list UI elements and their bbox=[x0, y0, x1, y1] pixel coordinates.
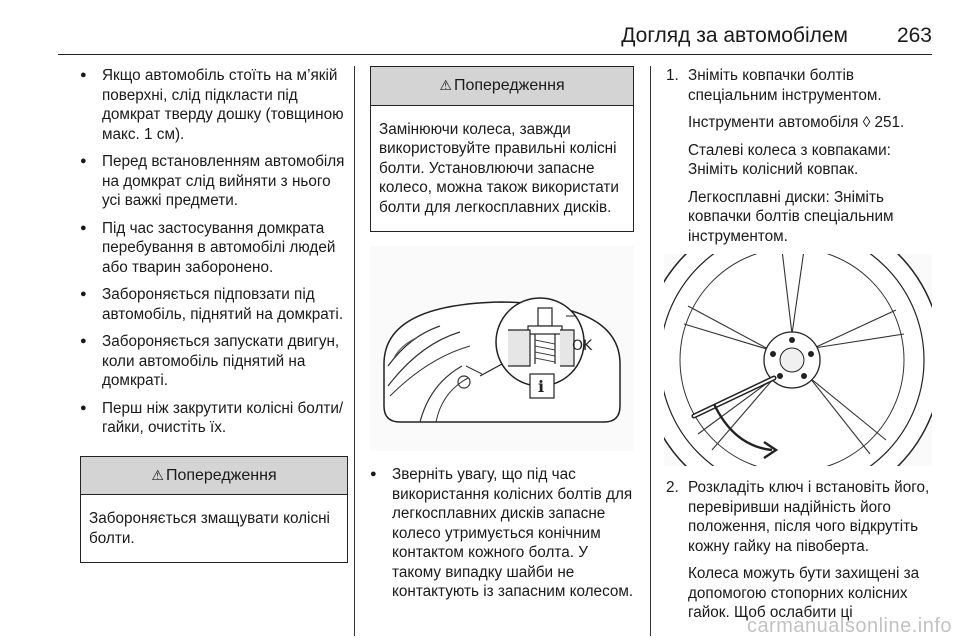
warning-header bbox=[371, 67, 633, 106]
list-item: ● Зверніть увагу, що під час використання колісних болтів для легкосплавних дисків запасне колесо утримується конічним контактом кожного болта. У такому випадку шайби не контактують із запасним колесом. bbox=[370, 465, 634, 602]
warning-title: Попередження bbox=[165, 466, 277, 484]
column-middle bbox=[370, 66, 634, 610]
ok-label: OK bbox=[572, 338, 593, 354]
warning-text: Забороняється змащувати колісні болти. bbox=[89, 510, 330, 547]
step-paragraph: Інструменти автомобіля ◊ 251. bbox=[688, 114, 905, 131]
step-text: Зніміть ковпачки болтів спеціальним інструментом. bbox=[688, 67, 882, 104]
page-number: 263 bbox=[896, 24, 932, 47]
wheel-change-steps bbox=[666, 66, 930, 105]
column-divider bbox=[650, 66, 651, 636]
warning-triangle-icon: ⚠ bbox=[439, 77, 452, 93]
watermark: carmanualsonline.info bbox=[746, 615, 952, 637]
step-number: 1. bbox=[666, 67, 679, 84]
alloy-wheel-illustration bbox=[664, 254, 932, 466]
list-item: ● Забороняється підповзати під автомобіль, піднятий на домкраті. bbox=[80, 285, 348, 324]
info-symbol: i bbox=[538, 377, 545, 396]
warning-text: Замінюючи колеса, завжди використовуйте правильні колісні болти. Установлюючи запасне колесо, можна також використати болти для легкосплавних дисків. bbox=[379, 120, 619, 216]
step-paragraph: Легкосплавні диски: Зніміть ковпачки болтів спеціальним інструментом. bbox=[688, 188, 894, 245]
warning-triangle-icon: ⚠ bbox=[151, 466, 164, 483]
list-item: ● Забороняється запускати двигун, коли автомобіль піднятий на домкраті. bbox=[80, 332, 348, 391]
step-item bbox=[666, 478, 930, 556]
step-paragraph: Колеса можуть бути захищені за допомогою стопорних колісних гайок. Щоб ослабити ці bbox=[688, 565, 920, 621]
warning-header bbox=[81, 457, 347, 496]
step-paragraph: Сталеві колеса з ковпаками: Зніміть колісний ковпак. bbox=[688, 141, 891, 178]
page-header bbox=[0, 0, 960, 56]
list-item: ● Перед встановленням автомобіля на домкрат слід вийняти з нього усі важкі предмети. bbox=[80, 152, 348, 211]
step-item bbox=[666, 66, 930, 105]
jack-safety-list bbox=[80, 66, 348, 438]
wheel-bolt-drawing bbox=[370, 246, 634, 451]
column-left bbox=[80, 66, 348, 563]
list-item: ● Якщо автомобіль стоїть на м’якій поверхні, слід підкласти під домкрат тверду дошку (товщиною макс. 1 см). bbox=[80, 66, 348, 144]
warning-box-lubricate bbox=[80, 456, 348, 564]
step-text: Розкладіть ключ і встановіть його, перевіривши надійність його положення, після чого відкрутіть кожну гайку на півоберта. bbox=[688, 479, 930, 555]
wheel-change-steps-cont bbox=[666, 478, 930, 556]
list-item: ● Під час застосування домкрата перебування в автомобілі людей або тварин заборонено. bbox=[80, 219, 348, 278]
list-item: ● Перш ніж закрутити колісні болти/гайки, очистіть їх. bbox=[80, 399, 348, 438]
column-right bbox=[666, 66, 930, 623]
warning-box-bolts bbox=[370, 66, 634, 232]
column-divider bbox=[354, 66, 355, 636]
header-rule bbox=[58, 54, 932, 55]
warning-title: Попередження bbox=[453, 77, 565, 94]
bolt-note-list bbox=[370, 465, 634, 602]
step-number: 2. bbox=[666, 479, 679, 496]
page-title: Догляд за автомобілем bbox=[621, 24, 848, 47]
alloy-wheel-drawing bbox=[664, 254, 932, 466]
wheel-bolt-illustration bbox=[370, 246, 634, 451]
